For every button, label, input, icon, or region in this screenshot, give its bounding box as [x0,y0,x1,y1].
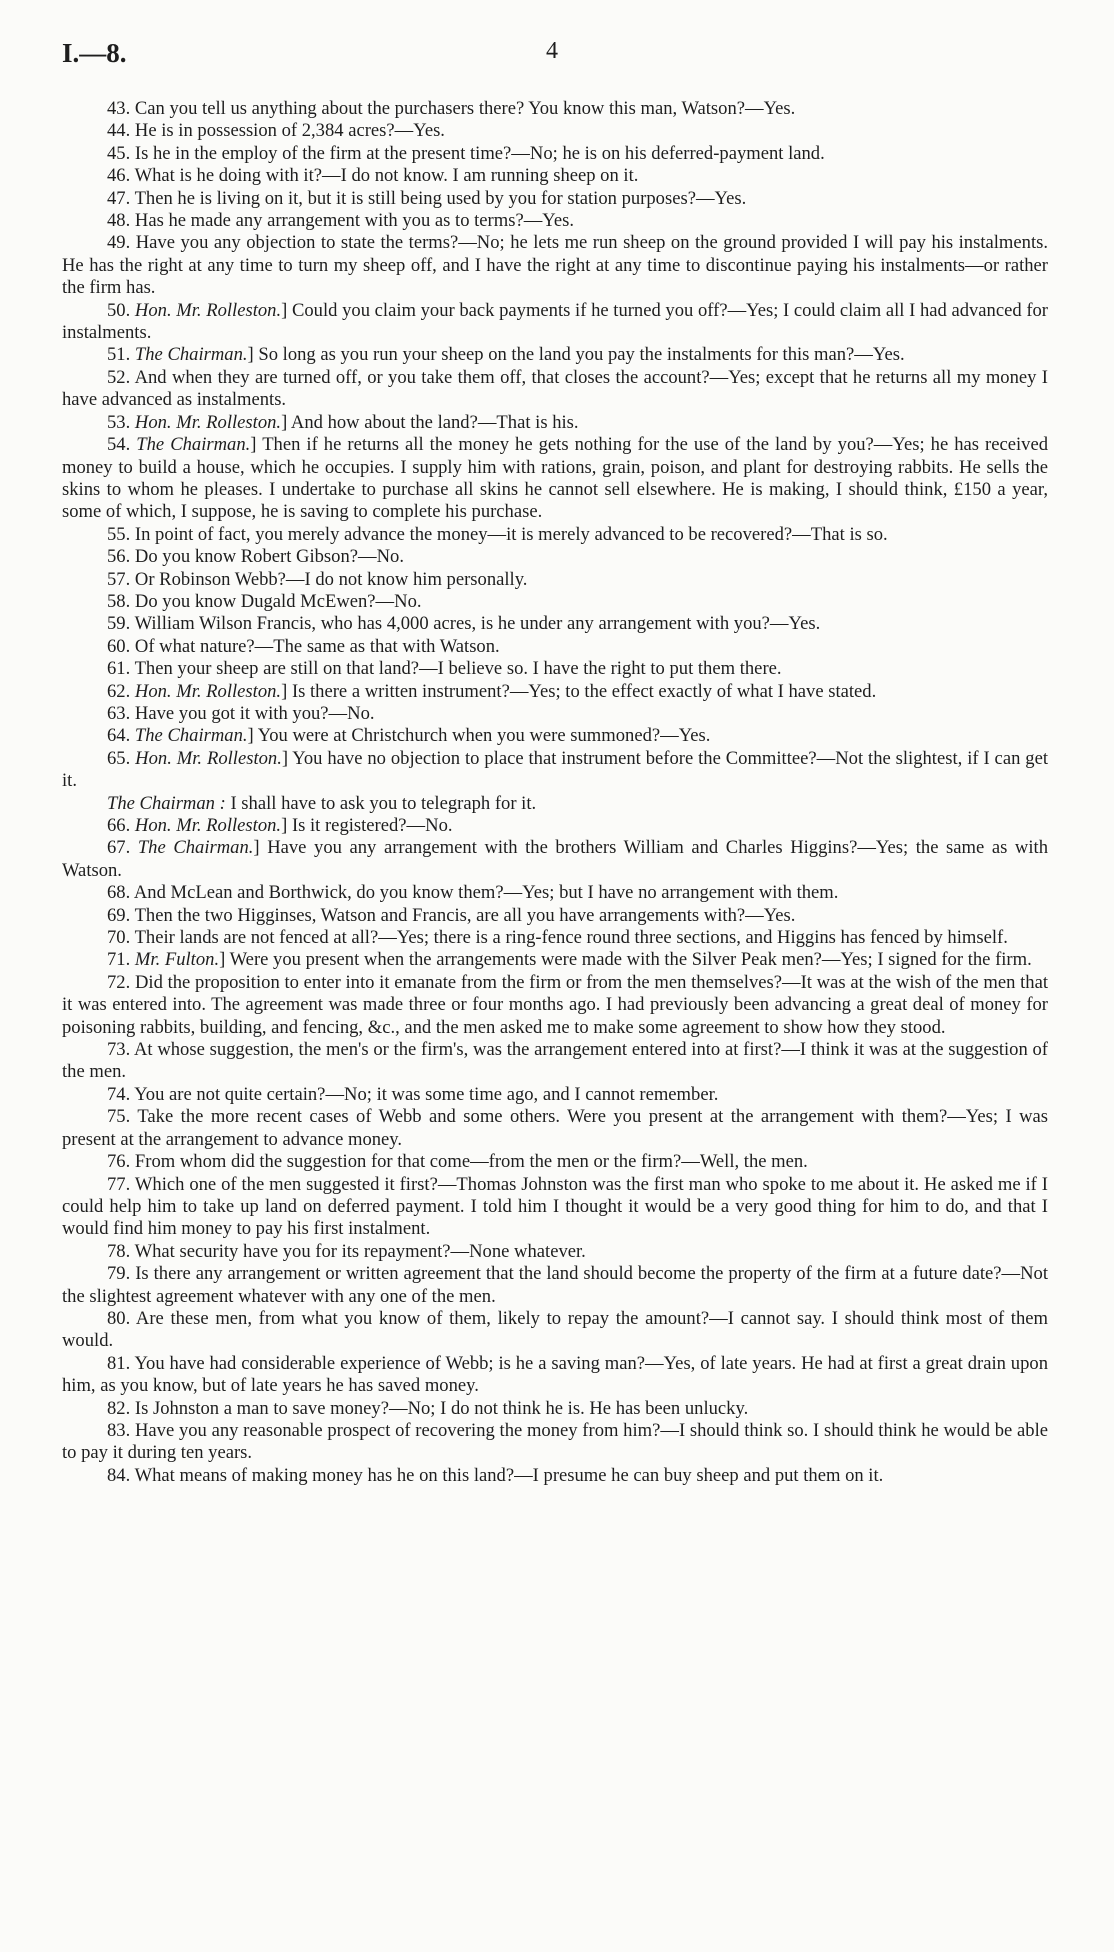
paragraph-text: Then if he returns all the money he gets nothing for the use of the land by you?—Yes; he has received money to build a house, which he occupies. I supply him with rations, grain, poison, and plant for destroying rabbits. He sells the skins to whom he pleases. I undertake to purchase all skins he cannot sell elsewhere. He is making, I should think, £150 a year, some of which, I suppose, he is saving to complete his purchase. [62,434,1049,523]
paragraph-text: And when they are turned off, or you take them off, that closes the account?—Yes; except that he returns all my money I have advanced as instalments. [62,366,1048,411]
speaker-name: Mr. Fulton. [134,949,220,971]
question-number: 53. [107,411,131,433]
transcript-paragraph [62,748,1048,793]
paragraph-text: What security have you for its repayment?—None whatever. [134,1240,586,1262]
speaker-bracket: ] [247,725,254,747]
question-number: 84. [107,1464,131,1486]
transcript-paragraph [62,143,1048,165]
transcript-paragraph [62,1308,1048,1353]
transcript-paragraph [62,1398,1048,1420]
question-number: 69. [107,904,131,926]
speaker-name: The Chairman. [137,837,254,859]
speaker-bracket: ] [281,411,288,433]
transcript-paragraph [62,367,1048,412]
transcript-paragraph [62,524,1048,546]
question-number: 76. [107,1151,131,1173]
transcript-paragraph [62,815,1048,837]
transcript-paragraph [62,412,1048,434]
paragraph-text: William Wilson Francis, who has 4,000 acres, is he under any arrangement with you?—Yes. [134,613,821,635]
paragraph-text: Can you tell us anything about the purchasers there? You know this man, Watson?—Yes. [134,98,796,119]
page-number: 4 [546,38,558,64]
speaker-name: The Chairman. [134,725,248,747]
transcript-paragraph [62,1151,1048,1173]
paragraph-text: Is it registered?—No. [291,815,453,836]
transcript-paragraph [62,120,1048,142]
question-number: 46. [107,165,131,187]
transcript-paragraph [62,569,1048,591]
transcript-paragraph [62,972,1048,1039]
question-number: 51. [107,344,131,366]
speaker-name: Hon. Mr. Rolleston. [134,815,282,836]
paragraph-text: In point of fact, you merely advance the money—it is merely advanced to be recovered?—That is so. [134,523,888,545]
transcript-paragraph [62,681,1048,703]
transcript-paragraph [62,1039,1048,1084]
transcript-paragraph [62,725,1048,747]
question-number: 71. [107,949,131,971]
paragraph-text: You have no objection to place that instrument before the Committee?—Not the slightest, if I can get it. [62,747,1048,792]
speaker-bracket: ] [281,815,288,836]
paragraph-text: Then he is living on it, but it is still being used by you for station purposes?—Yes. [134,187,747,209]
question-number: 75. [107,1106,131,1128]
paragraph-text: And how about the land?—That is his. [290,411,579,433]
transcript-paragraph [62,546,1048,568]
paragraph-text: Do you know Dugald McEwen?—No. [134,590,422,612]
question-number: 62. [107,680,131,702]
paragraph-text: Have you any objection to state the terms?—No; he lets me run sheep on the ground provided I will pay his instalments. He has the right at any time to turn my sheep off, and I have the right at any time to discontinue paying his instalments—or rather the firm has. [62,232,1048,299]
question-number: 57. [107,568,131,590]
paragraph-text: Is Johnston a man to save money?—No; I do not think he is. He has been unlucky. [134,1397,749,1419]
question-number: 68. [107,882,131,904]
page-header [62,38,1048,80]
paragraph-text: Could you claim your back payments if he turned you off?—Yes; I could claim all I had advanced for instalments. [62,299,1048,344]
transcript-paragraph [62,949,1048,971]
transcript-paragraph [62,1106,1048,1151]
speaker-name: Hon. Mr. Rolleston. [134,411,282,433]
evidence-transcript [62,98,1048,1487]
question-number: 58. [107,590,131,612]
question-number: 66. [107,815,131,836]
paragraph-text: Were you present when the arrangements were made with the Silver Peak men?—Yes; I signed for the firm. [229,949,1032,971]
transcript-paragraph [62,613,1048,635]
paragraph-text: You were at Christchurch when you were summoned?—Yes. [257,725,711,747]
transcript-paragraph [62,837,1048,882]
question-number: 45. [107,142,131,164]
paragraph-text: Have you any reasonable prospect of recovering the money from him?—I should think so. I should think he would be able to pay it during ten years. [62,1419,1048,1464]
transcript-paragraph [62,1420,1048,1465]
speaker-bracket: ] [281,299,288,321]
speaker-name: The Chairman. [136,434,251,456]
speaker-name: Hon. Mr. Rolleston. [134,680,282,702]
paragraph-text: I shall have to ask you to telegraph for it. [230,792,537,814]
paragraph-text: Take the more recent cases of Webb and some others. Were you present at the arrangement with them?—Yes; I was present at the arrangement to advance money. [62,1106,1049,1150]
paragraph-text: Have you got it with you?—No. [134,702,375,724]
paragraph-text: Which one of the men suggested it first?—Thomas Johnston was the first man who spoke to me about it. He asked me if I could help him to take up land on deferred payment. I told him I thought it would be a very good thing for him to do, and that I would find him money to pay his first instalment. [62,1173,1048,1240]
transcript-paragraph [62,882,1048,904]
transcript-paragraph [62,344,1048,366]
question-number: 60. [107,635,131,657]
speaker-name: Hon. Mr. Rolleston. [134,299,282,321]
transcript-paragraph [62,1465,1048,1487]
paragraph-text: And McLean and Borthwick, do you know them?—Yes; but I have no arrangement with them. [133,882,839,904]
speaker-bracket: ] [247,344,254,366]
transcript-paragraph [62,636,1048,658]
question-number: 48. [107,210,131,232]
question-number: 47. [107,187,131,209]
transcript-paragraph [62,793,1048,815]
question-number: 61. [107,658,131,680]
question-number: 81. [107,1352,131,1374]
speaker-name: The Chairman : [107,792,226,814]
speaker-bracket: ] [253,837,260,859]
transcript-paragraph [62,1263,1048,1308]
transcript-paragraph [62,1241,1048,1263]
paragraph-text: Has he made any arrangement with you as to terms?—Yes. [134,210,574,232]
transcript-paragraph [62,434,1048,524]
question-number: 72. [107,971,131,993]
paragraph-text: Is he in the employ of the firm at the present time?—No; he is on his deferred-payment land. [134,142,825,164]
paragraph-text: Is there a written instrument?—Yes; to the effect exactly of what I have stated. [291,680,877,702]
paragraph-text: Are these men, from what you know of them, likely to repay the amount?—I cannot say. I should think most of them would. [62,1307,1048,1352]
transcript-paragraph [62,232,1048,299]
question-number: 77. [107,1173,131,1195]
question-number: 79. [107,1263,131,1285]
speaker-bracket: ] [250,434,257,456]
transcript-paragraph [62,210,1048,232]
paragraph-text: You have had considerable experience of Webb; is he a saving man?—Yes, of late years. He had at first a great drain upon him, as you know, but of late years he has saved money. [62,1352,1048,1397]
paragraph-text: Do you know Robert Gibson?—No. [134,546,404,568]
paragraph-text: So long as you run your sheep on the land you pay the instalments for this man?—Yes. [258,344,905,366]
transcript-paragraph [62,927,1048,949]
question-number: 83. [107,1419,131,1441]
transcript-paragraph [62,300,1048,345]
transcript-paragraph [62,703,1048,725]
speaker-name: The Chairman. [134,344,248,366]
paragraph-text: Or Robinson Webb?—I do not know him personally. [134,568,528,590]
paragraph-text: From whom did the suggestion for that come—from the men or the firm?—Well, the men. [134,1151,808,1173]
speaker-name: Hon. Mr. Rolleston. [135,747,282,769]
question-number: 65. [107,747,131,769]
transcript-paragraph [62,165,1048,187]
question-number: 50. [107,299,131,321]
question-number: 74. [107,1083,131,1105]
paragraph-text: Of what nature?—The same as that with Watson. [134,635,500,657]
question-number: 44. [107,120,131,142]
speaker-bracket: ] [219,949,226,971]
speaker-bracket: ] [281,680,288,702]
transcript-paragraph [62,1084,1048,1106]
transcript-paragraph [62,658,1048,680]
question-number: 56. [107,546,131,568]
question-number: 59. [107,613,131,635]
question-number: 78. [107,1240,131,1262]
question-number: 52. [107,366,131,388]
question-number: 80. [107,1307,131,1329]
document-page [62,38,1048,1487]
question-number: 54. [107,434,131,456]
paragraph-text: Have you any arrangement with the brothers William and Charles Higgins?—Yes; the same as with Watson. [62,837,1048,881]
question-number: 64. [107,725,131,747]
question-number: 49. [107,232,131,254]
paragraph-text: Is there any arrangement or written agreement that the land should become the property of the firm at a future date?—Not the slightest agreement whatever with any one of the men. [62,1263,1049,1307]
paragraph-text: At whose suggestion, the men's or the firm's, was the arrangement entered into at first?—I think it was at the suggestion of the men. [62,1039,1049,1083]
document-reference: I.—8. [62,38,127,68]
question-number: 70. [107,927,131,949]
question-number: 43. [107,98,131,119]
transcript-paragraph [62,98,1048,120]
speaker-bracket: ] [281,747,289,769]
transcript-paragraph [62,1353,1048,1398]
paragraph-text: Their lands are not fenced at all?—Yes; there is a ring-fence round three sections, and Higgins has fenced by himself. [134,927,1008,949]
question-number: 73. [107,1039,131,1061]
question-number: 82. [107,1397,131,1419]
paragraph-text: Then the two Higginses, Watson and Francis, are all you have arrangements with?—Yes. [134,904,796,926]
question-number: 63. [107,702,131,724]
transcript-paragraph [62,1174,1048,1241]
paragraph-text: Did the proposition to enter into it emanate from the firm or from the men themselves?—It was at the wish of the men that it was entered into. The agreement was made three or four months ago. I had previously been advancing a great deal of money for poisoning rabbits, building, and fencing, &c., and the men asked me to make some agreement to show how they stood. [62,971,1048,1038]
paragraph-text: He is in possession of 2,384 acres?—Yes. [134,120,445,142]
paragraph-text: Then your sheep are still on that land?—I believe so. I have the right to put them there. [134,658,782,680]
paragraph-text: You are not quite certain?—No; it was some time ago, and I cannot remember. [134,1083,719,1105]
question-number: 55. [107,523,131,545]
transcript-paragraph [62,188,1048,210]
paragraph-text: What means of making money has he on this land?—I presume he can buy sheep and put them on it. [134,1464,884,1486]
transcript-paragraph [62,905,1048,927]
transcript-paragraph [62,591,1048,613]
paragraph-text: What is he doing with it?—I do not know. I am running sheep on it. [134,165,639,187]
question-number: 67. [107,837,131,859]
